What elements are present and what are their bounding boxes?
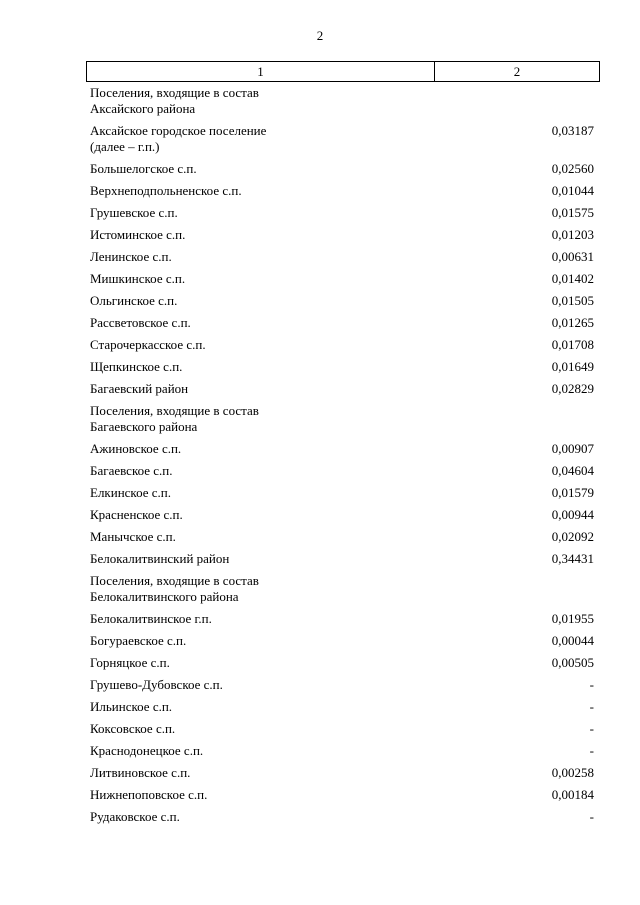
table-row bbox=[86, 677, 600, 693]
page-number: 2 bbox=[316, 28, 324, 43]
coefficient-value: 0,01955 bbox=[551, 611, 594, 626]
table-row bbox=[86, 161, 600, 177]
table-row bbox=[86, 743, 600, 759]
table-row bbox=[86, 463, 600, 479]
table-row bbox=[86, 655, 600, 671]
table-row bbox=[86, 787, 600, 803]
table-row bbox=[86, 249, 600, 265]
settlement-name: Верхнеподпольненское с.п. bbox=[90, 183, 242, 198]
coefficient-value: 0,01402 bbox=[551, 271, 594, 286]
coefficient-value: - bbox=[589, 699, 594, 714]
settlement-name: Старочеркасское с.п. bbox=[90, 337, 206, 352]
coefficient-value: 0,00631 bbox=[551, 249, 594, 264]
table-row bbox=[86, 721, 600, 737]
settlement-name: Грушево-Дубовское с.п. bbox=[90, 677, 223, 692]
column-header-1: 1 bbox=[87, 62, 435, 81]
settlement-name: Белокалитвинский район bbox=[90, 551, 230, 566]
table-row bbox=[86, 123, 600, 155]
table-row bbox=[86, 611, 600, 627]
settlement-name: Поселения, входящие в состав Аксайского района bbox=[90, 85, 259, 116]
table-row bbox=[86, 293, 600, 309]
coefficient-value: 0,04604 bbox=[551, 463, 594, 478]
coefficient-value: 0,00258 bbox=[551, 765, 594, 780]
table-row bbox=[86, 183, 600, 199]
coefficient-value: 0,00944 bbox=[551, 507, 594, 522]
table-row bbox=[86, 441, 600, 457]
settlement-name: Ильинское с.п. bbox=[90, 699, 173, 714]
settlement-name: Краснодонецкое с.п. bbox=[90, 743, 204, 758]
settlement-name: Большелогское с.п. bbox=[90, 161, 197, 176]
coefficient-value: 0,01044 bbox=[551, 183, 594, 198]
coefficient-value bbox=[510, 85, 600, 117]
settlement-name: Истоминское с.п. bbox=[90, 227, 186, 242]
table-row bbox=[86, 337, 600, 353]
coefficient-value: - bbox=[589, 721, 594, 736]
settlement-name: Ольгинское с.п. bbox=[90, 293, 178, 308]
settlement-name: Щепкинское с.п. bbox=[90, 359, 183, 374]
coefficient-value: 0,00044 bbox=[551, 633, 594, 648]
settlement-name: Аксайское городское поселение (далее – г.п.) bbox=[90, 123, 267, 154]
allocation-table bbox=[86, 61, 600, 831]
coefficient-value: - bbox=[589, 677, 594, 692]
table-row bbox=[86, 765, 600, 781]
settlement-name: Багаевский район bbox=[90, 381, 189, 396]
table-row bbox=[86, 529, 600, 545]
settlement-name: Белокалитвинское г.п. bbox=[90, 611, 212, 626]
settlement-name: Елкинское с.п. bbox=[90, 485, 171, 500]
coefficient-value bbox=[510, 403, 600, 435]
table-row bbox=[86, 403, 600, 435]
settlement-name: Манычское с.п. bbox=[90, 529, 176, 544]
settlement-name: Нижнепоповское с.п. bbox=[90, 787, 208, 802]
coefficient-value: 0,01649 bbox=[551, 359, 594, 374]
column-header-2: 2 bbox=[513, 63, 521, 79]
table-header-row bbox=[86, 61, 600, 82]
table-row bbox=[86, 485, 600, 501]
table-row bbox=[86, 359, 600, 375]
coefficient-value: 0,00505 bbox=[551, 655, 594, 670]
coefficient-value: 0,00907 bbox=[551, 441, 594, 456]
coefficient-value: 0,01708 bbox=[551, 337, 594, 352]
coefficient-value: 0,03187 bbox=[551, 123, 594, 138]
coefficient-value: 0,02092 bbox=[551, 529, 594, 544]
settlement-name: Багаевское с.п. bbox=[90, 463, 173, 478]
coefficient-value: 0,01265 bbox=[551, 315, 594, 330]
coefficient-value bbox=[510, 573, 600, 605]
coefficient-value: 0,02560 bbox=[551, 161, 594, 176]
coefficient-value: - bbox=[589, 743, 594, 758]
settlement-name: Мишкинское с.п. bbox=[90, 271, 186, 286]
table-row bbox=[86, 633, 600, 649]
table-row bbox=[86, 699, 600, 715]
table-row bbox=[86, 227, 600, 243]
settlement-name: Богураевское с.п. bbox=[90, 633, 187, 648]
coefficient-value: 0,01505 bbox=[551, 293, 594, 308]
settlement-name: Ленинское с.п. bbox=[90, 249, 172, 264]
settlement-name: Рассветовское с.п. bbox=[90, 315, 191, 330]
settlement-name: Ажиновское с.п. bbox=[90, 441, 182, 456]
table-row bbox=[86, 507, 600, 523]
coefficient-value: 0,01575 bbox=[551, 205, 594, 220]
settlement-name: Грушевское с.п. bbox=[90, 205, 178, 220]
coefficient-value: - bbox=[589, 809, 594, 824]
table-row bbox=[86, 315, 600, 331]
coefficient-value: 0,34431 bbox=[551, 551, 594, 566]
coefficient-value: 0,02829 bbox=[551, 381, 594, 396]
table-row bbox=[86, 271, 600, 287]
settlement-name: Поселения, входящие в состав Багаевского района bbox=[90, 403, 259, 434]
settlement-name: Красненское с.п. bbox=[90, 507, 183, 522]
settlement-name: Литвиновское с.п. bbox=[90, 765, 191, 780]
table-row bbox=[86, 85, 600, 117]
table-row bbox=[86, 573, 600, 605]
table-row bbox=[86, 809, 600, 825]
settlement-name: Рудаковское с.п. bbox=[90, 809, 180, 824]
settlement-name: Горняцкое с.п. bbox=[90, 655, 170, 670]
table-row bbox=[86, 551, 600, 567]
table-row bbox=[86, 205, 600, 221]
settlement-name: Поселения, входящие в состав Белокалитвинского района bbox=[90, 573, 259, 604]
coefficient-value: 0,00184 bbox=[551, 787, 594, 802]
coefficient-value: 0,01203 bbox=[551, 227, 594, 242]
table-row bbox=[86, 381, 600, 397]
table-body bbox=[86, 85, 600, 825]
coefficient-value: 0,01579 bbox=[551, 485, 594, 500]
settlement-name: Коксовское с.п. bbox=[90, 721, 176, 736]
